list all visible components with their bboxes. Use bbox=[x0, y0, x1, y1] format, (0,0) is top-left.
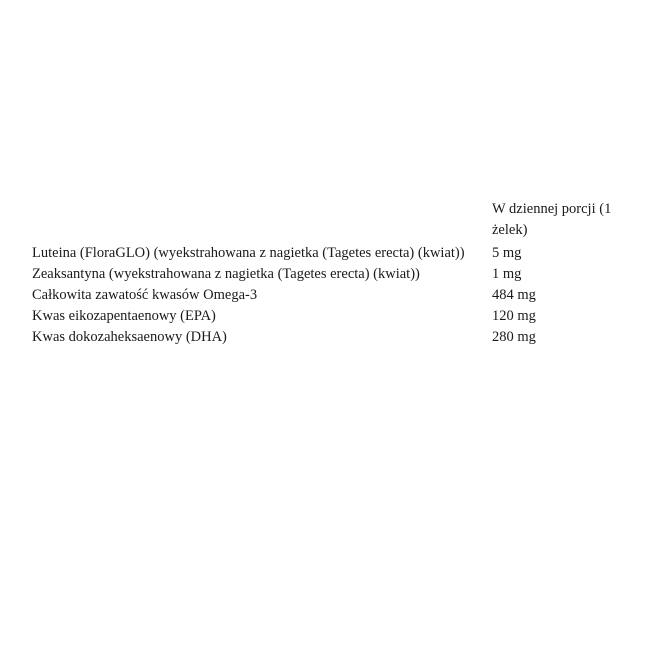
row-value-epa: 120 mg bbox=[492, 308, 536, 324]
nutrition-table bbox=[32, 199, 632, 348]
row-name-zeaxanthin: Zeaksantyna (wyekstrahowana z nagietka (Tagetes erecta) (kwiat)) bbox=[32, 266, 420, 282]
table-row bbox=[32, 264, 632, 285]
row-value-zeaxanthin: 1 mg bbox=[492, 266, 522, 282]
row-name-omega3: Całkowita zawatość kwasów Omega-3 bbox=[32, 287, 258, 303]
row-name-epa: Kwas eikozapentaenowy (EPA) bbox=[32, 308, 216, 324]
table-row bbox=[32, 243, 632, 264]
table-row bbox=[32, 306, 632, 327]
row-name-dha: Kwas dokozaheksaenowy (DHA) bbox=[32, 329, 227, 345]
row-value-dha: 280 mg bbox=[492, 329, 536, 345]
table-header bbox=[32, 199, 632, 243]
row-name-lutein: Luteina (FloraGLO) (wyekstrahowana z nagietka (Tagetes erecta) (kwiat)) bbox=[32, 245, 465, 261]
table-row bbox=[32, 285, 632, 306]
row-value-omega3: 484 mg bbox=[492, 287, 536, 303]
header-value-cell: W dziennej porcji (1 żelek) bbox=[492, 201, 612, 238]
table-body bbox=[32, 243, 632, 348]
table-row bbox=[32, 327, 632, 348]
header-name-cell bbox=[32, 199, 492, 243]
header-row bbox=[32, 199, 632, 243]
row-value-lutein: 5 mg bbox=[492, 245, 522, 261]
